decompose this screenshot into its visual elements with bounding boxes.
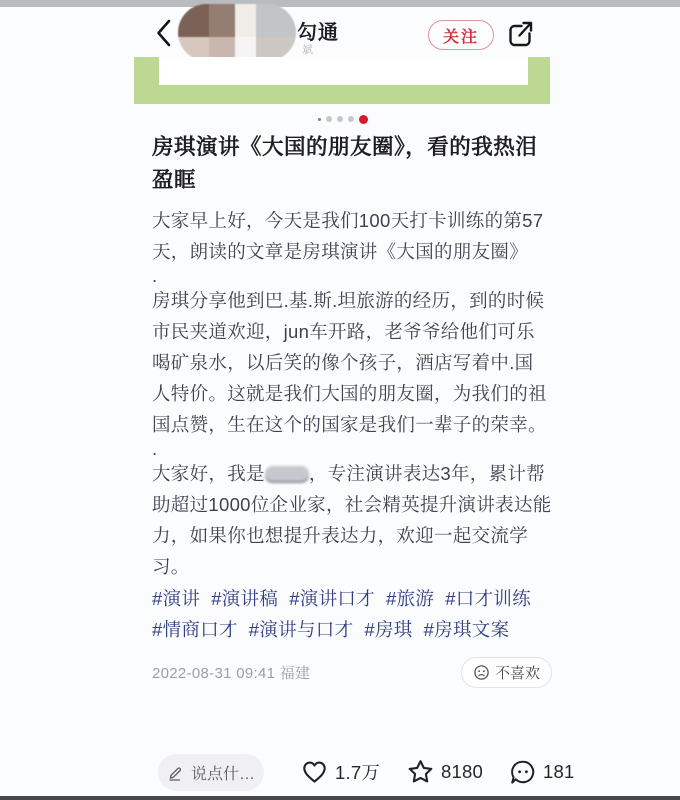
intro-text-after: ，专注演讲表达3年，累计帮助超过1000位企业家，社会精英提升演讲表达能力，如果你也想提升表达力，欢迎一起交流学习。 xyxy=(152,463,552,577)
heart-icon xyxy=(300,758,329,786)
collect-button[interactable] xyxy=(406,758,483,786)
carousel-dot-active[interactable] xyxy=(359,115,368,124)
navbar xyxy=(0,7,680,57)
comment-bubble-icon xyxy=(509,758,537,786)
mosaic-cell xyxy=(178,4,209,37)
separator-dot: . xyxy=(152,438,158,459)
post-paragraph: 大家早上好，今天是我们100天打卡训练的第57天，朗读的文章是房琪演讲《大国的朋友圈》 xyxy=(152,210,544,262)
like-count: 1.7万 xyxy=(335,762,381,783)
hashtag[interactable]: #演讲稿 xyxy=(211,588,279,609)
post-content xyxy=(152,131,552,688)
top-edge-strip xyxy=(0,0,680,7)
mosaic-cell xyxy=(256,4,296,37)
follow-button[interactable]: 关注 xyxy=(428,20,494,50)
share-button[interactable] xyxy=(505,19,535,51)
comment-count: 181 xyxy=(543,761,575,782)
post-title: 房琪演讲《大国的朋友圈》，看的我热泪盈眶 xyxy=(152,135,538,192)
carousel-dots xyxy=(318,114,368,124)
hashtag[interactable]: #旅游 xyxy=(386,588,435,609)
share-icon xyxy=(505,19,535,51)
dislike-label: 不喜欢 xyxy=(494,665,540,682)
back-button[interactable] xyxy=(153,18,175,48)
hashtag-list xyxy=(152,583,552,645)
comment-placeholder: 说点什… xyxy=(190,765,255,783)
comment-button[interactable] xyxy=(509,758,574,786)
dislike-button[interactable] xyxy=(461,657,552,688)
star-icon xyxy=(406,758,435,786)
pencil-icon xyxy=(167,764,184,781)
sad-face-icon xyxy=(473,664,490,681)
action-buttons xyxy=(300,758,574,786)
bottom-bar xyxy=(0,748,680,796)
post-paragraph: 房琪分享他到巴.基.斯.坦旅游的经历，到的时候市民夹道欢迎，jun车开路，老爷爷给他们可乐喝矿泉水，以后笑的像个孩子，酒店写着中.国人特价。这就是我们大国的朋友圈，为我们的祖国点赞，生在这个的国家是我们一辈子的荣幸。 xyxy=(152,290,547,435)
user-subtitle: 斌 xyxy=(302,44,313,56)
hashtag[interactable]: #情商口才 xyxy=(152,619,238,640)
intro-text-before: 大家好，我是 xyxy=(152,463,265,484)
hashtag[interactable]: #口才训练 xyxy=(445,588,531,609)
back-chevron-icon xyxy=(153,18,175,48)
user-name[interactable]: 勾通 xyxy=(297,22,339,44)
mosaic-cell xyxy=(209,4,235,37)
bottom-edge-strip xyxy=(0,796,680,800)
separator-dot: . xyxy=(152,265,158,286)
hashtag[interactable]: #演讲口才 xyxy=(289,588,375,609)
carousel-dot[interactable] xyxy=(337,116,343,122)
post-paragraph-intro xyxy=(152,458,552,582)
carousel-dot[interactable] xyxy=(318,118,321,121)
post-date-location: 2022-08-31 09:41 福建 xyxy=(152,665,311,682)
carousel-dot[interactable] xyxy=(348,116,354,122)
comment-input[interactable] xyxy=(158,754,264,791)
avatar-blurred[interactable] xyxy=(178,4,296,61)
hashtag[interactable]: #演讲 xyxy=(152,588,201,609)
collect-count: 8180 xyxy=(441,761,483,782)
post-image-slide[interactable] xyxy=(134,57,550,104)
hashtag[interactable]: #房琪文案 xyxy=(423,619,510,640)
hashtag[interactable]: #房琪 xyxy=(364,619,413,640)
mosaic-cell xyxy=(235,4,256,37)
blurred-author-name xyxy=(265,466,309,481)
meta-row xyxy=(152,657,552,688)
like-button[interactable] xyxy=(300,758,380,786)
hashtag[interactable]: #演讲与口才 xyxy=(248,619,354,640)
carousel-dot[interactable] xyxy=(326,116,332,122)
